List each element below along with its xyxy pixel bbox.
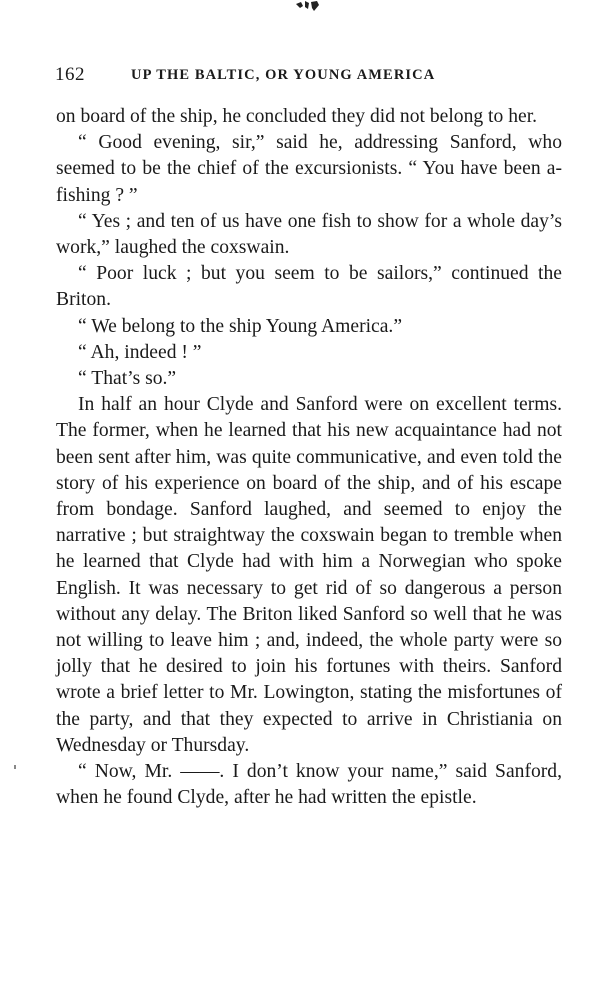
paragraph-ship-name: “ We belong to the ship Young America.” — [78, 315, 403, 337]
page-number: 162 — [55, 64, 85, 85]
running-title: UP THE BALTIC, OR YOUNG AMERICA — [131, 67, 436, 83]
paragraph-ah-indeed: “ Ah, indeed ! ” — [78, 341, 202, 363]
page-body — [56, 104, 562, 811]
paragraph-continuation: on board of the ship, he concluded they did not belong to her. — [56, 106, 538, 127]
paragraph-thats-so: “ That’s so.” — [78, 368, 177, 390]
paragraph-poor-luck: “ Poor luck ; but you seem to be sailors,” continued the Briton. — [56, 263, 562, 311]
paragraph-now-mr: “ Now, Mr. ——. I don’t know your name,” said Sanford, when he found Clyde, after he had written the epistle. — [56, 761, 562, 809]
paragraph-narrative: In half an hour Clyde and Sanford were on excellent terms. The former, when he learned that his new acquaintance had not been sent after him, was quite communicative, and even told the story of his experience on board of the ship, and of his escape from bondage. Sanford laughed, and seemed to enjoy the narrative ; but straightway the coxswain began to tremble when he learned that Clyde had with him a Norwegian who spoke English. It was necessary to get rid of so dangerous a person without any delay. The Briton liked Sanford so well that he was not willing to leave him ; and, indeed, the whole party were so jolly that he desired to join his fortunes with theirs. Sanford wrote a brief letter to Mr. Lowington, stating the misfortunes of the party, and that they expected to arrive in Christiania on Wednesday or Thursday. — [56, 394, 562, 756]
margin-mark — [14, 765, 16, 769]
paragraph-coxswain-reply: “ Yes ; and ten of us have one fish to show for a whole day’s work,” laughed the coxswain. — [56, 210, 562, 259]
ink-smudge-icon — [293, 0, 323, 14]
paragraph-greeting: “ Good evening, sir,” said he, addressing Sanford, who seemed to be the chief of the excursionists. “ You have been a-fishing ? ” — [56, 132, 562, 206]
page-header — [55, 64, 565, 88]
